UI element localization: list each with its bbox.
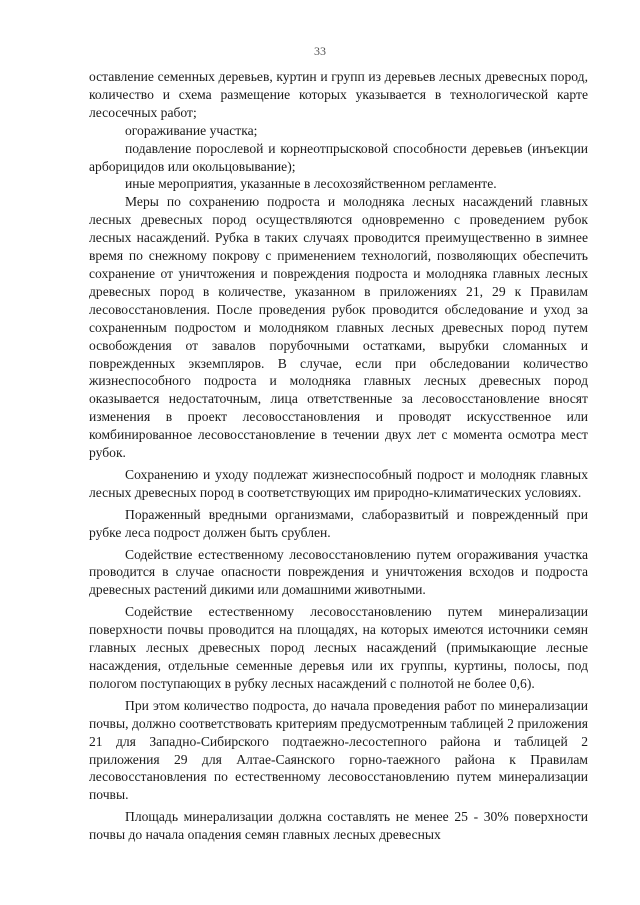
page-number: 33 <box>314 44 326 58</box>
paragraph: подавление порослевой и корнеотпрысковой способности деревьев (инъекции арборицидов или окольцовывание); <box>89 140 588 174</box>
paragraph: При этом количество подроста, до начала проведения работ по минерализации почвы, должно соответствовать критериям предусмотренным таблицей 2 приложения 21 для Западно-Сибирского подтаежно-лесостепного района и таблицей 2 приложения 29 для Алтае-Саянского горно-таежного района к Правилам лесовосстановления по естественному лесовосстановлению путем минерализации почвы. <box>89 697 588 803</box>
paragraph: Содействие естественному лесовосстановлению путем огораживания участка проводится в случае опасности повреждения и уничтожения всходов и подроста древесных растений дикими или домашними животными. <box>89 546 588 598</box>
paragraph: Сохранению и уходу подлежат жизнеспособный подрост и молодняк главных лесных древесных пород в соответствующих им природно-климатических условиях. <box>89 466 588 500</box>
paragraph: Содействие естественному лесовосстановлению путем минерализации поверхности почвы проводится на площадях, на которых имеются источники семян главных лесных древесных пород лесных насаждений (примыкающие лесные насаждения, отдельные семенные деревья или их группы, куртины, полосы, под пологом поступающих в рубку лесных насаждений с полнотой не более 0,6). <box>89 604 588 691</box>
paragraph: Меры по сохранению подроста и молодняка лесных насаждений главных лесных древесных пород осуществляются одновременно с проведением рубок лесных насаждений. Рубка в таких случаях проводится преимущественно в зимнее время по снежному покрову с применением технологий, позволяющих обеспечить сохранение от уничтожения и повреждения подроста и молодняка главных лесных древесных пород в количестве, указанном в приложениях 21, 29 к Правилам лесовосстановления. После проведения рубок проводится обследование и уход за сохраненным подростом и молодняком главных лесных древесных пород путем освобождения от завалов порубочными остатками, вырубки сломанных и поврежденных экземпляров. В случае, если при обследовании количество жизнеспособного подроста и молодняка главных лесных древесных пород оказывается недостаточным, лица ответственные за лесовосстановление вносят изменения в проект лесовосстановления и проводят искусственное или комбинированное лесовосстановление в течении двух лет с момента осмотра мест рубок. <box>89 194 588 461</box>
paragraph: иные мероприятия, указанные в лесохозяйственном регламенте. <box>125 176 497 192</box>
paragraph: оставление семенных деревьев, куртин и групп из деревьев лесных древесных пород, количество и схема размещение которых указывается в технологической карте лесосечных работ; <box>89 69 588 120</box>
body-text <box>89 68 588 844</box>
paragraph: Пораженный вредными организмами, слаборазвитый и поврежденный при рубке леса подрост должен быть срублен. <box>89 506 588 540</box>
paragraph: Площадь минерализации должна составлять не менее 25 - 30% поверхности почвы до начала опадения семян главных лесных древесных <box>89 809 588 843</box>
paragraph: огораживание участка; <box>125 122 258 138</box>
